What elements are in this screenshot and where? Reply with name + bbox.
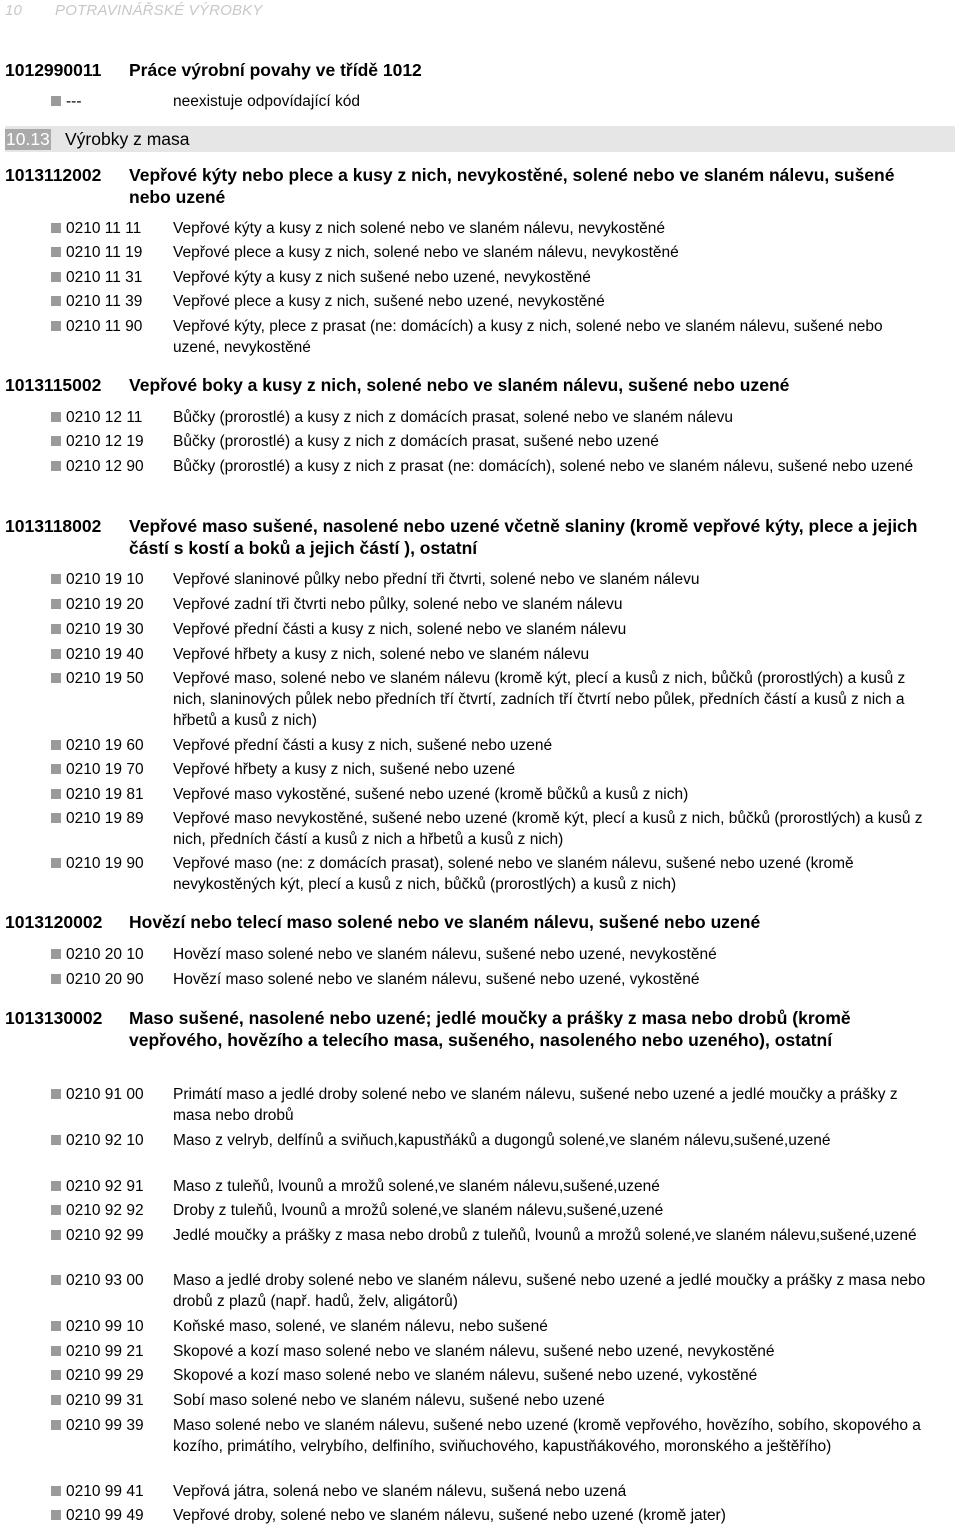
group-code: 1013130002 [5, 1008, 103, 1028]
item-code: 0210 11 90 [66, 318, 143, 335]
item-text: Koňské maso, solené, ve slaném nálevu, nebo sušené [173, 1318, 548, 1335]
item-code: 0210 19 81 [66, 786, 144, 803]
item-text: Maso solené nebo ve slaném nálevu, sušené nebo uzené (kromě vepřového, hovězího, sobího, skopového a kozího, primátího, velrybího, delfiního, sviňuchového, kapustňákového, moronského a ještěřího) [173, 1417, 921, 1455]
item-text: Bůčky (prorostlé) a kusy z nich z domácích prasat, sušené nebo uzené [173, 433, 659, 450]
item-text: Bůčky (prorostlé) a kusy z nich z prasat (ne: domácích), solené nebo ve slaném nálevu, sušené nebo uzené [173, 458, 914, 475]
bullet-icon [51, 1230, 61, 1240]
group-title: Vepřové maso sušené, nasolené nebo uzené včetně slaniny (kromě vepřové kýty, plece a jejich částí s kostí a boků a jejich částí ), ostatní [129, 516, 918, 558]
item-code: 0210 11 11 [66, 220, 142, 237]
bullet-icon [51, 1420, 61, 1430]
item-code: 0210 99 49 [66, 1507, 144, 1524]
item-text: neexistuje odpovídající kód [173, 93, 360, 110]
item-text: Primátí maso a jedlé droby solené nebo ve slaném nálevu, sušené nebo uzené a jedlé moučky a prášky z masa nebo drobů [173, 1086, 898, 1124]
item-text: Vepřové plece a kusy z nich, sušené nebo uzené, nevykostěné [173, 293, 605, 310]
bullet-icon [51, 272, 61, 282]
group-title: Hovězí nebo telecí maso solené nebo ve slaném nálevu, sušené nebo uzené [129, 912, 761, 932]
item-text: Sobí maso solené nebo ve slaném nálevu, sušené nebo uzené [173, 1392, 605, 1409]
item-code: 0210 92 91 [66, 1178, 144, 1195]
bullet-icon [51, 1275, 61, 1285]
item-code: 0210 99 10 [66, 1318, 144, 1335]
bullet-icon [51, 1135, 61, 1145]
bullet-icon [51, 1395, 61, 1405]
group-code: 1013120002 [5, 912, 103, 932]
group-code: 1013118002 [5, 516, 102, 536]
item-text: Skopové a kozí maso solené nebo ve slaném nálevu, sušené nebo uzené, vykostěné [173, 1367, 758, 1384]
item-code: 0210 12 90 [66, 458, 144, 475]
group-code: 1013112002 [5, 165, 102, 185]
item-code: 0210 92 92 [66, 1202, 144, 1219]
bullet-icon [51, 412, 61, 422]
bullet-icon [51, 624, 61, 634]
item-text: Vepřové kýty a kusy z nich sušené nebo uzené, nevykostěné [173, 269, 591, 286]
item-code: 0210 20 90 [66, 971, 144, 988]
item-text: Vepřové přední části a kusy z nich, solené nebo ve slaném nálevu [173, 621, 627, 638]
group-title: Vepřové kýty nebo plece a kusy z nich, nevykostěné, solené nebo ve slaném nálevu, sušené nebo uzené [129, 165, 895, 207]
item-text: Vepřové hřbety a kusy z nich, sušené nebo uzené [173, 761, 516, 778]
bullet-icon [51, 1321, 61, 1331]
item-text: Vepřové maso (ne: z domácích prasat), solené nebo ve slaném nálevu, sušené nebo uzené (kromě nevykostěných kýt, plecí a kusů z nich, bůčků (prorostlých) a kusů z nich) [173, 855, 854, 893]
item-code: 0210 11 31 [66, 269, 143, 286]
item-text: Hovězí maso solené nebo ve slaném nálevu, sušené nebo uzené, nevykostěné [173, 946, 717, 963]
item-text: Vepřové kýty, plece z prasat (ne: domácích) a kusy z nich, solené nebo ve slaném nálevu, sušené nebo uzené, nevykostěné [173, 318, 883, 356]
group-title: Vepřové boky a kusy z nich, solené nebo ve slaném nálevu, sušené nebo uzené [129, 375, 790, 395]
item-text: Vepřové maso vykostěné, sušené nebo uzené (kromě bůčků a kusů z nich) [173, 786, 689, 803]
group-code: 1012990011 [5, 60, 102, 80]
item-text: Hovězí maso solené nebo ve slaném nálevu, sušené nebo uzené, vykostěné [173, 971, 700, 988]
item-text: Vepřové přední části a kusy z nich, sušené nebo uzené [173, 737, 553, 754]
bullet-icon [51, 1510, 61, 1520]
item-code: --- [66, 93, 82, 110]
bullet-icon [51, 296, 61, 306]
item-code: 0210 12 19 [66, 433, 144, 450]
bullet-icon [51, 858, 61, 868]
item-code: 0210 19 60 [66, 737, 144, 754]
item-code: 0210 11 19 [66, 244, 143, 261]
item-code: 0210 11 39 [66, 293, 143, 310]
item-code: 0210 99 41 [66, 1483, 144, 1500]
section-heading [5, 126, 955, 152]
group-title: Maso sušené, nasolené nebo uzené; jedlé moučky a prášky z masa nebo drobů (kromě vepřového, hovězího a telecího masa, sušeného, nasoleného nebo uzeného), ostatní [129, 1008, 851, 1050]
item-text: Jedlé moučky a prášky z masa nebo drobů z tuleňů, lvounů a mrožů solené,ve slaném nálevu,sušené,uzené [173, 1227, 917, 1244]
item-text: Vepřové maso nevykostěné, sušené nebo uzené (kromě kýt, plecí a kusů z nich, bůčků (prorostlých) a kusů z nich, předních částí a kusů z nich a hřbetů a kusů z nich) [173, 810, 923, 848]
bullet-icon [51, 813, 61, 823]
bullet-icon [51, 574, 61, 584]
item-code: 0210 92 10 [66, 1132, 144, 1149]
item-text: Vepřové hřbety a kusy z nich, solené nebo ve slaném nálevu [173, 646, 590, 663]
bullet-icon [51, 673, 61, 683]
item-code: 0210 19 20 [66, 596, 144, 613]
bullet-icon [51, 321, 61, 331]
item-text: Vepřové droby, solené nebo ve slaném nálevu, sušené nebo uzené (kromě jater) [173, 1507, 726, 1524]
item-code: 0210 20 10 [66, 946, 144, 963]
bullet-icon [51, 223, 61, 233]
bullet-icon [51, 649, 61, 659]
item-code: 0210 19 40 [66, 646, 144, 663]
item-text: Skopové a kozí maso solené nebo ve slaném nálevu, sušené nebo uzené, nevykostěné [173, 1343, 775, 1360]
item-code: 0210 99 21 [66, 1343, 144, 1360]
item-code: 0210 93 00 [66, 1272, 144, 1289]
section-code: 10.13 [6, 129, 50, 149]
section-title: Výrobky z masa [65, 129, 190, 149]
item-code: 0210 19 89 [66, 810, 144, 827]
item-text: Vepřové zadní tři čtvrti nebo půlky, solené nebo ve slaném nálevu [173, 596, 623, 613]
item-code: 0210 99 31 [66, 1392, 144, 1409]
bullet-icon [51, 1181, 61, 1191]
bullet-icon [51, 789, 61, 799]
page-header [5, 2, 263, 20]
item-code: 0210 99 29 [66, 1367, 144, 1384]
bullet-icon [51, 96, 61, 106]
running-title: POTRAVINÁŘSKÉ VÝROBKY [55, 2, 263, 19]
item-text: Vepřové maso, solené nebo ve slaném nálevu (kromě kýt, plecí a kusů z nich, bůčků (prorostlých) a kusů z nich, slaninových půlek nebo předních tří čtvrtí, zadních tří čtvrtí nebo půlek, předních částí a kusů z nich a hřbetů a kusů z nich) [173, 670, 906, 729]
bullet-icon [51, 599, 61, 609]
item-code: 0210 92 99 [66, 1227, 144, 1244]
item-code: 0210 19 70 [66, 761, 144, 778]
item-code: 0210 99 39 [66, 1417, 144, 1434]
item-code: 0210 12 11 [66, 409, 143, 426]
bullet-icon [51, 764, 61, 774]
bullet-icon [51, 461, 61, 471]
group-code: 1013115002 [5, 375, 102, 395]
bullet-icon [51, 1205, 61, 1215]
bullet-icon [51, 974, 61, 984]
bullet-icon [51, 1089, 61, 1099]
item-text: Vepřové plece a kusy z nich, solené nebo ve slaném nálevu, nevykostěné [173, 244, 679, 261]
item-code: 0210 91 00 [66, 1086, 144, 1103]
item-text: Droby z tuleňů, lvounů a mrožů solené,ve slaném nálevu,sušené,uzené [173, 1202, 664, 1219]
item-code: 0210 19 30 [66, 621, 144, 638]
item-text: Maso z tuleňů, lvounů a mrožů solené,ve slaném nálevu,sušené,uzené [173, 1178, 660, 1195]
item-text: Vepřové kýty a kusy z nich solené nebo ve slaném nálevu, nevykostěné [173, 220, 665, 237]
bullet-icon [51, 949, 61, 959]
item-text: Bůčky (prorostlé) a kusy z nich z domácích prasat, solené nebo ve slaném nálevu [173, 409, 733, 426]
bullet-icon [51, 1486, 61, 1496]
bullet-icon [51, 247, 61, 257]
item-code: 0210 19 10 [66, 571, 144, 588]
item-text: Maso a jedlé droby solené nebo ve slaném nálevu, sušené nebo uzené a jedlé moučky a prášky z masa nebo drobů z plazů (např. hadů, želv, aligátorů) [173, 1272, 926, 1310]
group-title: Práce výrobní povahy ve třídě 1012 [129, 60, 422, 80]
bullet-icon [51, 740, 61, 750]
item-code: 0210 19 90 [66, 855, 144, 872]
item-text: Vepřová játra, solená nebo ve slaném nálevu, sušená nebo uzená [173, 1483, 627, 1500]
item-text: Maso z velryb, delfínů a sviňuch,kapustňáků a dugongů solené,ve slaném nálevu,sušené,uzené [173, 1132, 831, 1149]
bullet-icon [51, 1346, 61, 1356]
bullet-icon [51, 436, 61, 446]
bullet-icon [51, 1370, 61, 1380]
page-number: 10 [5, 2, 23, 19]
item-text: Vepřové slaninové půlky nebo přední tři čtvrti, solené nebo ve slaném nálevu [173, 571, 700, 588]
item-code: 0210 19 50 [66, 670, 144, 687]
